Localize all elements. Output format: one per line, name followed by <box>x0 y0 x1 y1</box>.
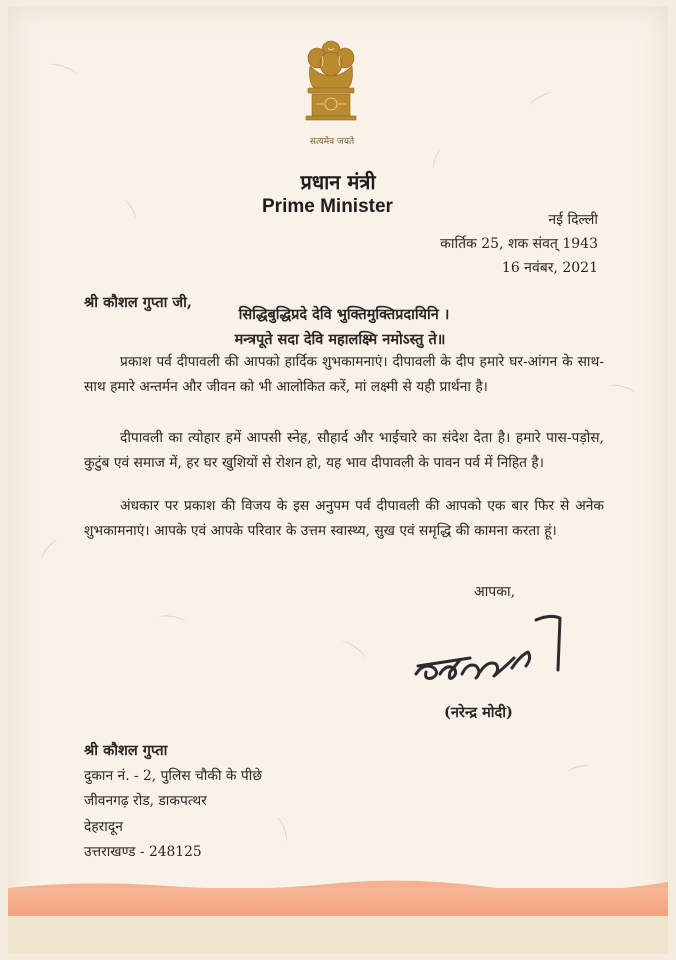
letter-place: नई दिल्ली <box>548 212 598 228</box>
body-paragraph-1-text: प्रकाश पर्व दीपावली की आपको हार्दिक शुभकामनाएं। दीपावली के दीप हमारे घर-आंगन के साथ-साथ हमारे अन्तर्मन और जीवन को भी आलोकित करें, मां लक्ष्मी से यही प्रार्थना है। <box>84 354 604 395</box>
verse-line-2: मन्त्रपूते सदा देवि महालक्ष्मि नमोऽस्तु ते॥ <box>234 331 446 348</box>
body-paragraph-2-text: दीपावली का त्योहार हमें आपसी स्नेह, सौहार्द और भाईचारे का संदेश देता है। हमारे पास-पड़ोस, कुटुंब एवं समाज में, हर घर खुशियों से रोशन हो, यह भाव दीपावली के पावन पर्व में निहित है। <box>84 430 604 471</box>
body-paragraph-1 <box>84 350 604 399</box>
title-hindi: प्रधान मंत्री <box>300 170 376 194</box>
decorative-orange-band <box>8 888 668 916</box>
address-line-1: दुकान नं. - 2, पुलिस चौकी के पीछे <box>84 767 262 784</box>
salutation: श्री कौशल गुप्ता जी, <box>84 294 192 311</box>
address-line-2: जीवनगढ़ रोड, डाकपत्थर <box>84 793 207 809</box>
national-emblem-icon <box>296 36 366 136</box>
handwritten-signature <box>410 608 570 694</box>
body-paragraph-2 <box>84 426 604 475</box>
letter-date: 16 नवंबर, 2021 <box>501 260 598 276</box>
signer-name: (नरेन्द्र मोदी) <box>444 704 513 721</box>
emblem-motto: सत्यमेव जयते <box>309 137 355 147</box>
title-english: Prime Minister <box>262 196 393 217</box>
letter-date-hindi: कार्तिक 25, शक संवत् 1943 <box>440 236 598 252</box>
body-paragraph-3 <box>84 494 604 543</box>
body-paragraph-3-text: अंधकार पर प्रकाश की विजय के इस अनुपम पर्व दीपावली की आपको एक बार फिर से अनेक शुभकामनाएं। आपके एवं आपके परिवार के उत्तम स्वास्थ्य, सुख एवं समृद्धि की कामना करता हूं। <box>84 498 604 539</box>
paper-bottom-margin <box>8 916 668 954</box>
address-name: श्री कौशल गुप्ता <box>84 742 168 759</box>
closing: आपका, <box>474 584 516 600</box>
verse-line-1: सिद्धिबुद्धिप्रदे देवि भुक्तिमुक्तिप्रदायिनि । <box>238 306 450 323</box>
address-line-4: उत्तराखण्ड - 248125 <box>84 844 202 860</box>
recipient-address <box>84 738 262 866</box>
address-line-3: देहरादून <box>84 818 123 835</box>
